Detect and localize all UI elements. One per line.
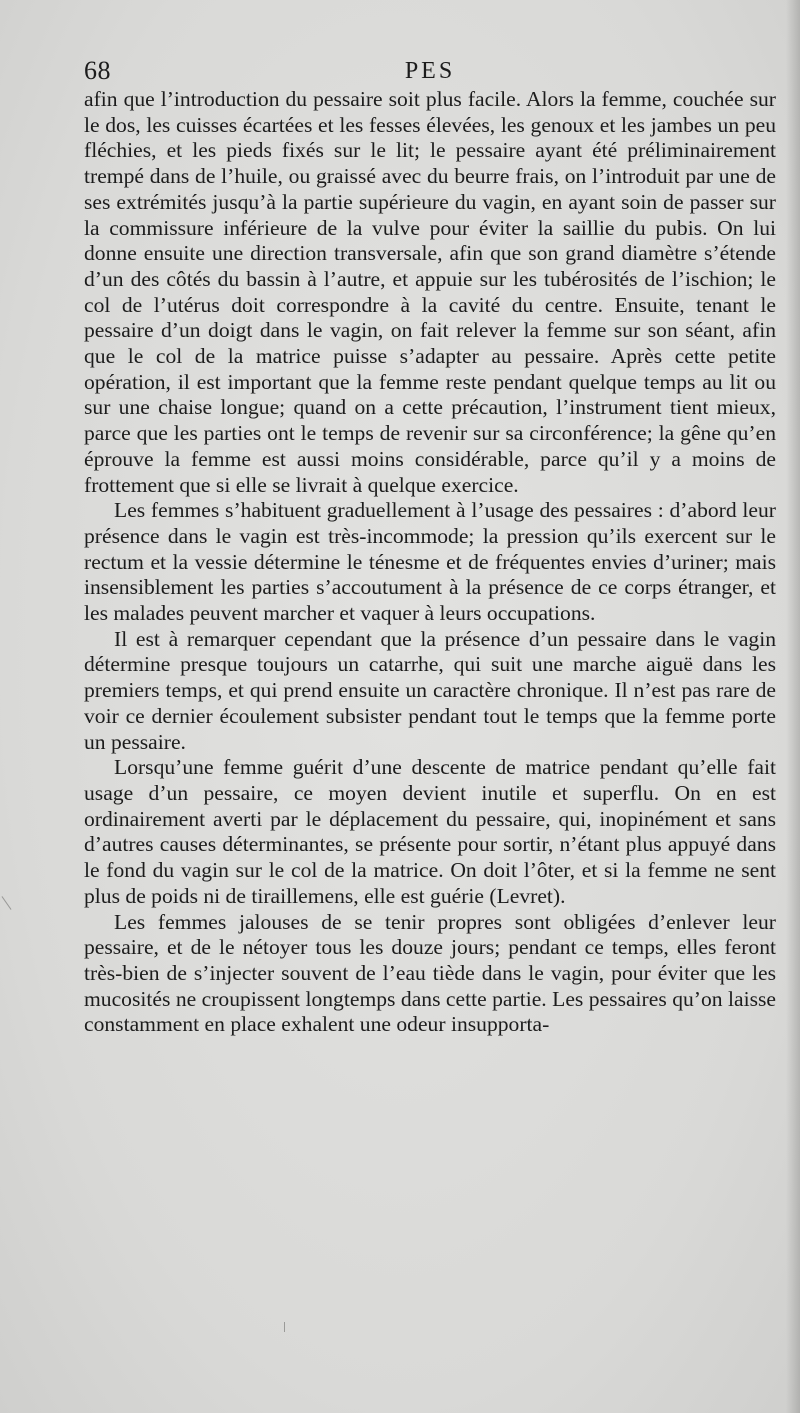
- page-number: 68: [84, 56, 111, 85]
- left-margin-mark: [2, 896, 12, 910]
- paragraph-5: Les femmes jalouses de se tenir propres sont obligées d’enlever leur pessaire, et de le nétoyer tous les douze jours; pendant ce temps, elles feront très-bien de s’injecter souvent de l’eau tiède dans le vagin, pour éviter que les mucosités ne croupissent longtemps dans cette partie. Les pessaires qu’on laisse constamment en place exhalent une odeur insupporta-: [84, 909, 776, 1037]
- paragraph-1: afin que l’introduction du pessaire soit plus facile. Alors la femme, couchée sur le dos, les cuisses écartées et les fesses élevées, les genoux et les jambes un peu fléchies, et les pieds fixés sur le lit; le pessaire ayant été préliminairement trempé dans de l’huile, ou graissé avec du beurre frais, on l’introduit par une de ses extrémités jusqu’à la partie supérieure du vagin, en ayant soin de passer sur la commissure inférieure de la vulve pour éviter la saillie du pubis. On lui donne ensuite une direction transversale, afin que son grand diamètre s’étende d’un des côtés du bassin à l’autre, et appuie sur les tubérosités de l’ischion; le col de l’utérus doit correspondre à la cavité du centre. Ensuite, tenant le pessaire d’un doigt dans le vagin, on fait relever la femme sur son séant, afin que le col de la matrice puisse s’adapter au pessaire. Après cette petite opération, il est important que la femme reste pendant quelque temps au lit ou sur une chaise longue; quand on a cette précaution, l’instrument tient mieux, parce que les parties ont le temps de revenir sur sa circonférence; la gêne qu’en éprouve la femme est aussi moins considérable, parce qu’il y a moins de frottement que si elle se livrait à quelque exercice.: [84, 87, 776, 497]
- page-header: [84, 55, 776, 87]
- paragraph-3: Il est à remarquer cependant que la présence d’un pessaire dans le vagin détermine presque toujours un catarrhe, qui suit une marche aiguë dans les premiers temps, et qui prend ensuite un caractère chronique. Il n’est pas rare de voir ce dernier écoulement subsister pendant tout le temps que la femme porte un pessaire.: [84, 626, 776, 754]
- page-edge-shadow: [786, 0, 800, 1413]
- body-text: [84, 87, 776, 1038]
- paragraph-2: Les femmes s’habituent graduellement à l’usage des pessaires : d’abord leur présence dans le vagin est très-incommode; la pression qu’ils exercent sur le rectum et la vessie détermine le ténesme et de fréquentes envies d’uriner; mais insensiblement les parties s’accoutument à la présence de ce corps étranger, et les malades peuvent marcher et vaquer à leurs occupations.: [84, 498, 776, 626]
- running-head: PES: [404, 58, 456, 84]
- paragraph-4: Lorsqu’une femme guérit d’une descente de matrice pendant qu’elle fait usage d’un pessaire, ce moyen devient inutile et superflu. On en est ordinairement averti par le déplacement du pessaire, qui, inopinément et sans d’autres causes déterminantes, se présente pour sortir, n’étant plus appuyé dans le fond du vagin sur le col de la matrice. On doit l’ôter, et si la femme ne sent plus de poids ni de tiraillemens, elle est guérie (Levret).: [84, 755, 776, 908]
- bottom-margin-mark: [284, 1322, 285, 1332]
